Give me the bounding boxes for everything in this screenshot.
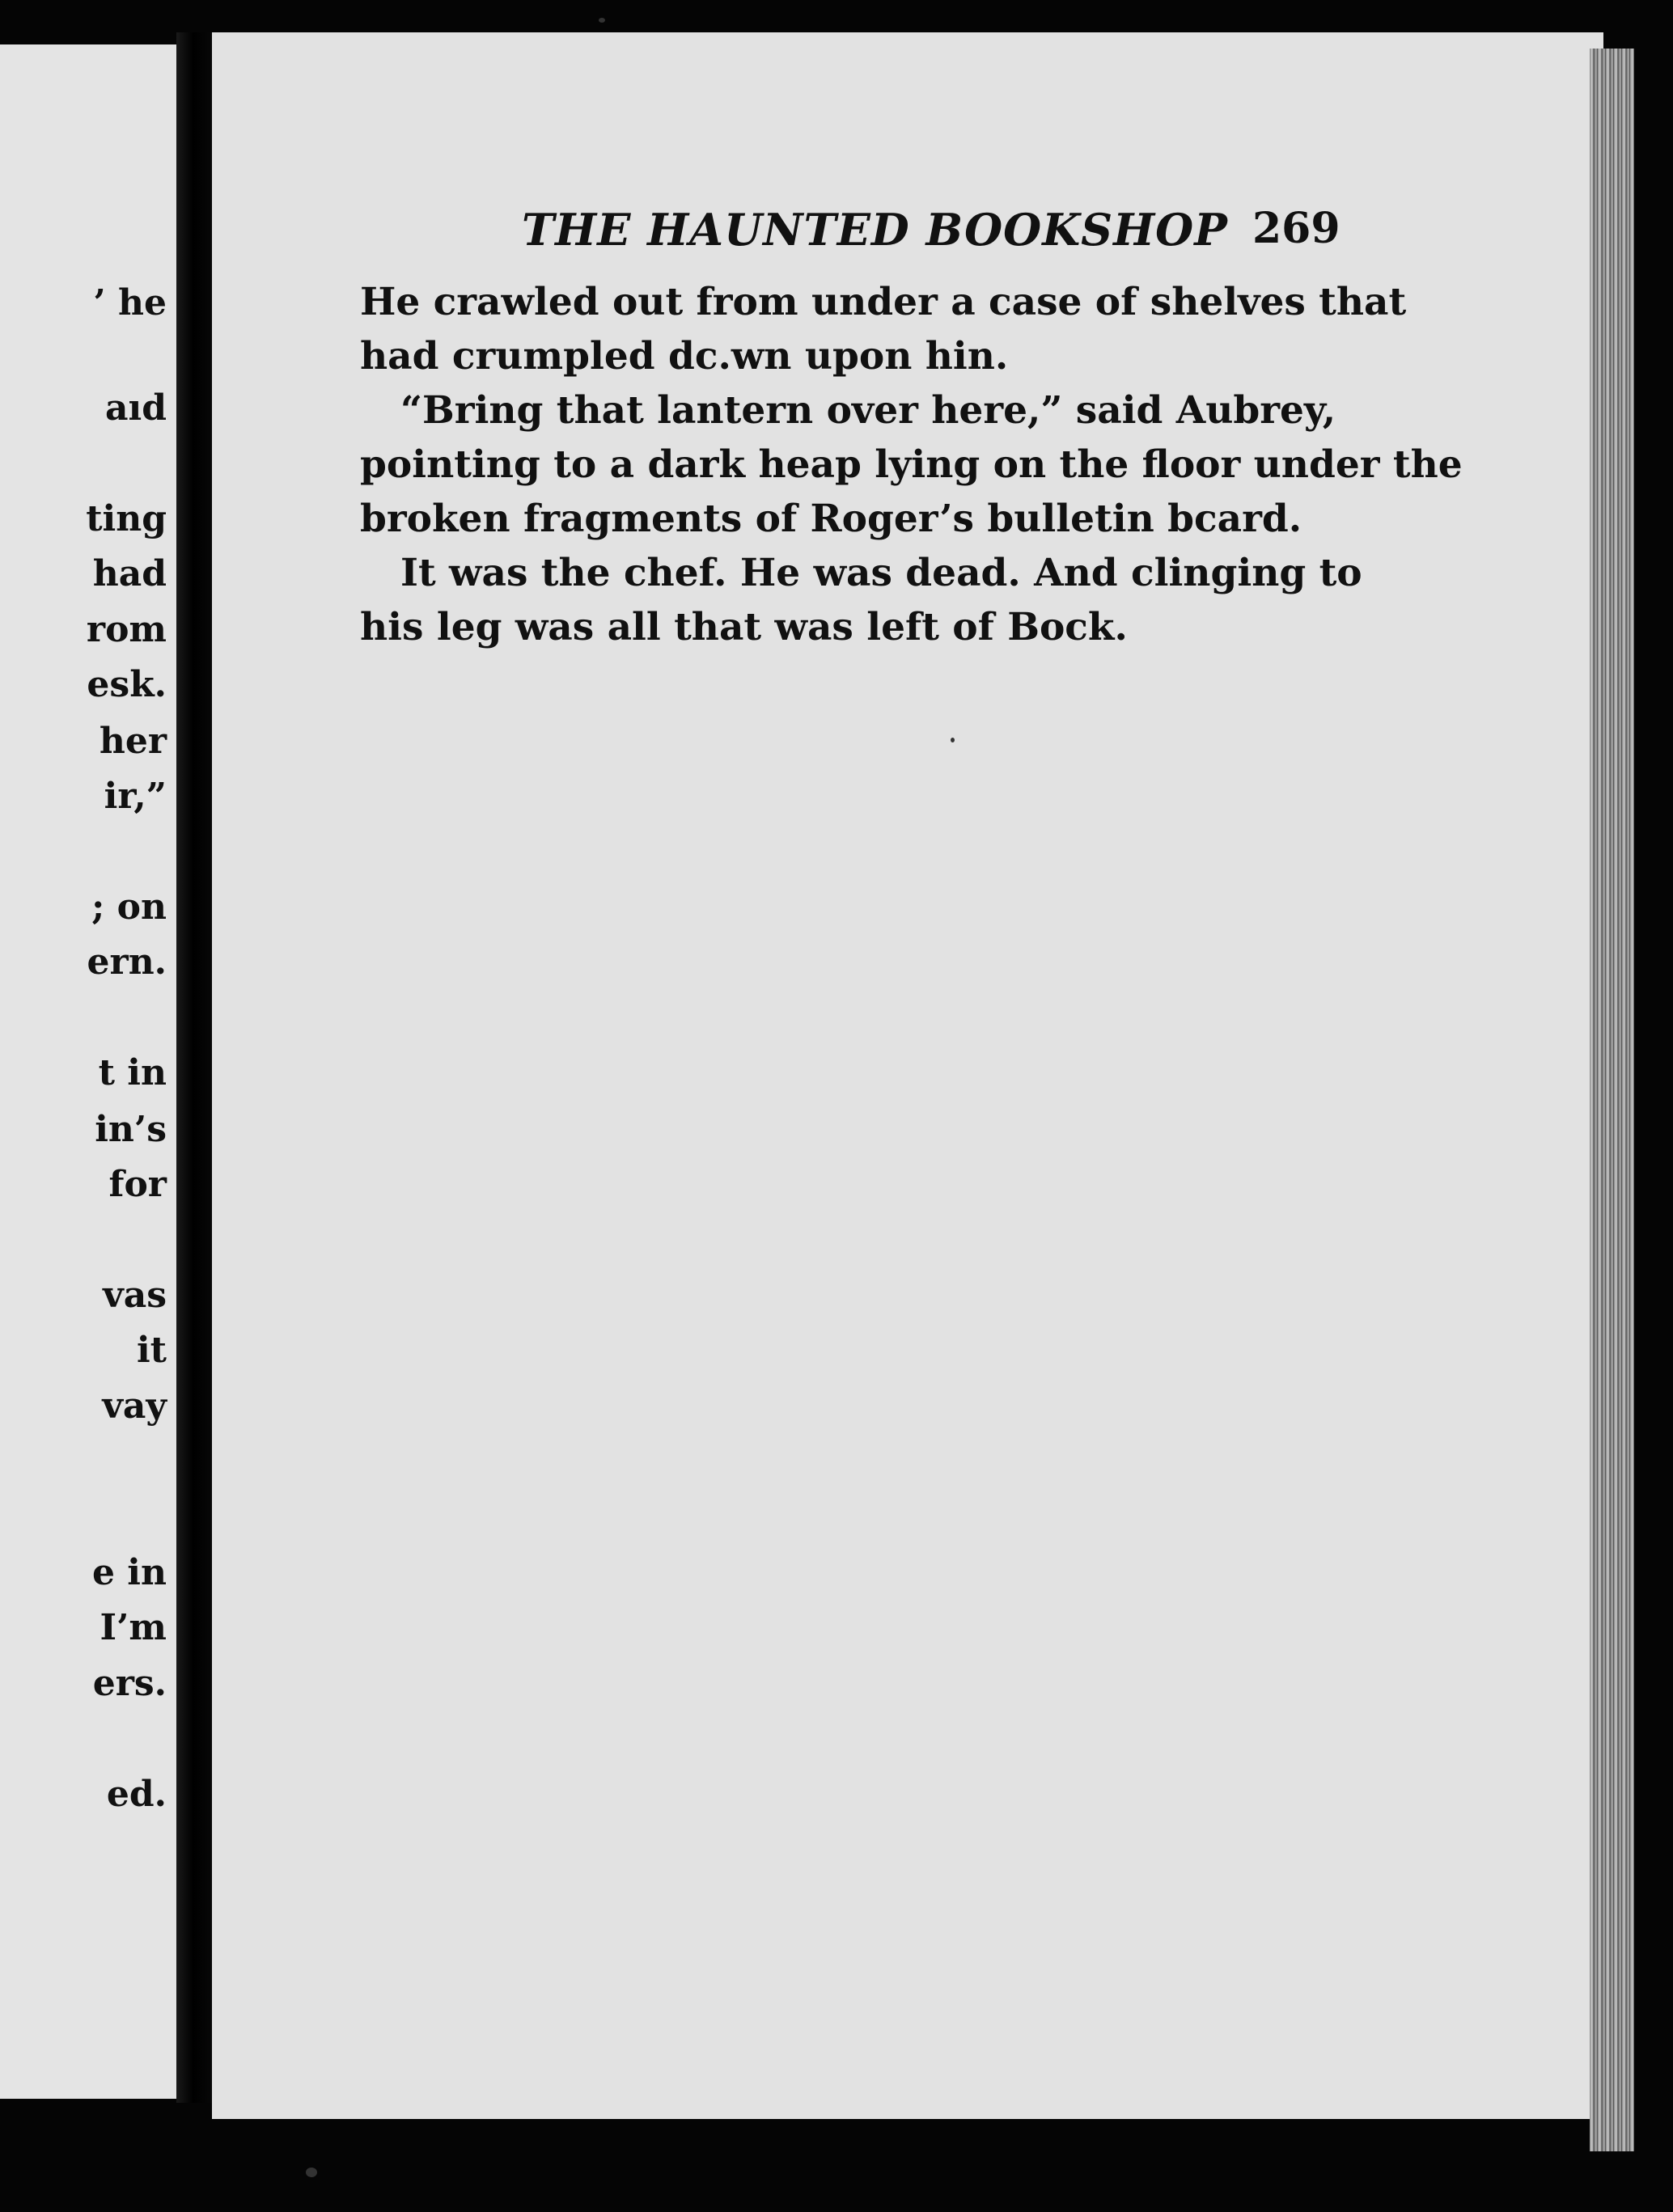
page-stack-edge: [1590, 49, 1634, 2151]
body-text: [360, 275, 1463, 654]
text-line: broken fragments of Roger’s bulletin bcard.: [360, 497, 1302, 541]
scan-speck: [306, 2168, 317, 2177]
left-page-fragment: her: [99, 721, 167, 762]
left-page-fragment: esk.: [87, 664, 167, 705]
text-line: It was the chef. He was dead. And clinging to: [400, 551, 1362, 595]
left-page-fragment: it: [136, 1330, 167, 1371]
left-page-fragment: t in: [98, 1052, 167, 1093]
text-line: had crumpled dc.wn upon hin.: [360, 334, 1009, 379]
left-page-fragment: e in: [91, 1552, 167, 1593]
left-page-fragment: ’ he: [93, 282, 167, 324]
left-page-fragment: aıd: [105, 387, 167, 429]
left-page-fragment: ed.: [106, 1774, 167, 1815]
left-page-fragment: vas: [103, 1275, 167, 1316]
left-page-fragment: ers.: [92, 1663, 167, 1704]
left-page-fragment: ting: [86, 498, 167, 539]
scan-speck: [599, 18, 605, 23]
left-page-fragment: rom: [86, 609, 167, 650]
left-page-fragment: in’s: [95, 1109, 167, 1150]
page-number: 269: [1252, 204, 1341, 253]
left-page-fragment: vay: [102, 1385, 167, 1427]
left-page-fragment: I’m: [100, 1607, 167, 1648]
scan-speck: [951, 738, 955, 742]
text-line: pointing to a dark heap lying on the floor under the: [360, 442, 1463, 487]
left-page-fragment: ern.: [87, 941, 167, 983]
left-page-fragment: ; on: [91, 886, 167, 928]
text-line: his leg was all that was left of Bock.: [360, 605, 1128, 649]
text-line: “Bring that lantern over here,” said Aubrey,: [400, 388, 1336, 433]
left-page-fragment: had: [92, 553, 167, 594]
running-head: THE HAUNTED BOOKSHOP: [522, 204, 1228, 256]
left-page-fragment: for: [108, 1164, 167, 1205]
left-page-fragment: ir,”: [104, 776, 167, 817]
text-line: He crawled out from under a case of shelves that: [360, 280, 1407, 324]
left-facing-page: [0, 44, 176, 2099]
